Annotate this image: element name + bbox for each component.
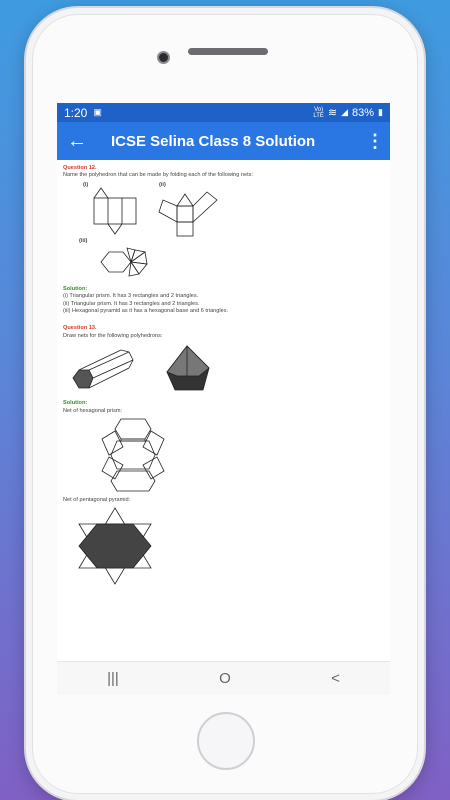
fig-iii-label: (iii) [79,237,88,244]
pentagonal-pyramid-net [75,506,155,586]
q12-text: Name the polyhedron that can be made by folding each of the following nets: [63,172,253,179]
q13-heading: Question 13. [63,325,97,332]
earpiece-speaker [188,48,268,55]
net-hex-label: Net of hexagonal prism: [63,407,123,414]
hexagonal-prism-figure [67,348,139,396]
more-vert-icon[interactable]: ⋮ [366,130,384,151]
fig-i-label: (i) [83,181,89,188]
arrow-left-icon[interactable]: ← [67,130,87,152]
sol12-line: (ii) Triangular prism. It has 3 rectangles and 2 triangles. [63,300,200,307]
solution-content [57,160,390,661]
q12-figures-row2 [63,238,384,286]
recents-nav-button[interactable]: ||| [107,670,119,687]
net-pent-label: Net of pentagonal pyramid: [63,497,131,504]
fig-ii-label: (ii) [159,181,166,188]
net-figure-i [91,186,141,238]
app-screen [57,103,390,695]
app-bar [57,122,390,160]
q12-heading: Question 12. [63,165,97,171]
front-camera [157,51,170,64]
sol12-heading: Solution: [63,285,88,292]
network-type: Vo) LTE [313,106,324,119]
wifi-icon: ≋ [327,107,338,119]
status-bar [57,103,390,122]
home-button[interactable] [197,712,255,770]
signal-icon: ◢ [341,107,349,117]
back-nav-button[interactable]: < [331,670,340,687]
home-nav-button[interactable]: O [219,670,231,687]
hexagonal-prism-net [101,417,165,495]
android-nav-bar [57,661,390,695]
q12-figures-row1 [63,180,384,238]
pentagonal-pyramid-figure [163,342,213,396]
status-time: 1:20 [64,105,88,120]
q13-text: Draw nets for the following polyhedrons: [63,332,163,339]
q13-figures [63,340,384,400]
net-figure-ii [155,188,219,238]
page-title: ICSE Selina Class 8 Solution [111,132,316,150]
sol13-heading: Solution: [63,400,88,407]
gallery-icon: ▣ [93,107,102,117]
sol12-line: (i) Triangular prism. It has 3 rectangles and 2 triangles. [63,293,199,300]
net-figure-iii [91,242,151,284]
battery-icon: ▮ [378,107,383,117]
sol12-line: (iii) Hexagonal pyramid as it has a hexagonal base and 6 triangles. [63,308,229,315]
battery-percent: 83% [352,106,375,119]
